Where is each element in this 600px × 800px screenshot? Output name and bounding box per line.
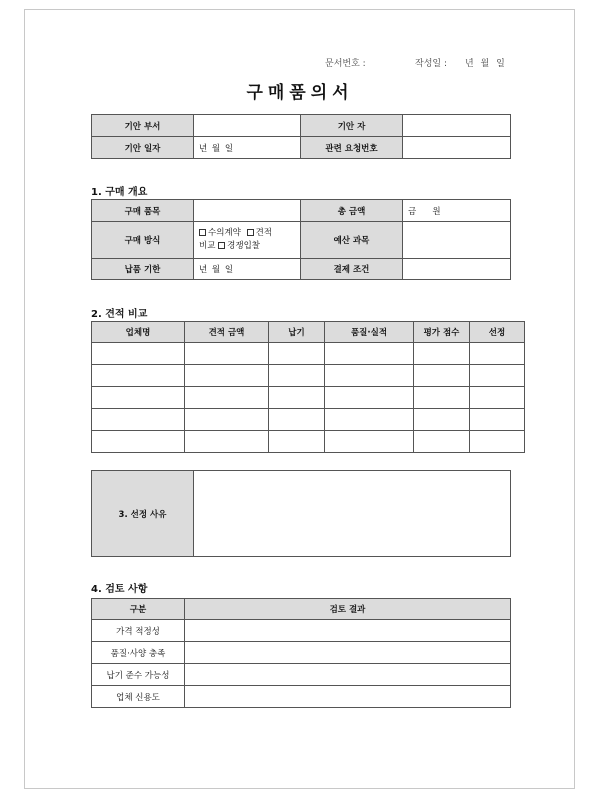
table-cell[interactable] <box>414 365 470 387</box>
section-1-title: 1. 구매 개요 <box>91 187 148 198</box>
review-result-field[interactable] <box>185 620 511 642</box>
drafter-dept-label: 기안 부서 <box>92 115 194 137</box>
checkbox-competitive-bid[interactable] <box>218 242 225 249</box>
review-item-price: 가격 적정성 <box>92 620 185 642</box>
table-row <box>92 409 525 431</box>
payment-terms-field[interactable] <box>403 259 511 280</box>
table-cell[interactable] <box>185 387 269 409</box>
table-cell[interactable] <box>185 343 269 365</box>
table-row <box>92 431 525 453</box>
review-item-credit: 업체 신용도 <box>92 686 185 708</box>
table-row <box>92 343 525 365</box>
col-quote-amount: 견적 금액 <box>185 322 269 343</box>
table-cell[interactable] <box>269 343 325 365</box>
section-3-title: 3. 선정 사유 <box>92 471 194 557</box>
ref-number-field[interactable] <box>403 137 511 159</box>
purchase-method-options <box>194 222 301 259</box>
table-cell[interactable] <box>185 365 269 387</box>
option-competitive-bid: 경쟁입찰 <box>227 241 260 251</box>
review-result-field[interactable] <box>185 642 511 664</box>
drafter-label: 기안 자 <box>301 115 403 137</box>
delivery-due-label: 납품 기한 <box>92 259 194 280</box>
selection-reason-table <box>91 470 511 557</box>
section-4-title: 4. 검토 사항 <box>91 584 148 595</box>
page-title: 구매품의서 <box>246 83 354 103</box>
table-cell[interactable] <box>414 431 470 453</box>
drafter-field[interactable] <box>403 115 511 137</box>
table-cell[interactable] <box>325 387 414 409</box>
table-cell[interactable] <box>325 431 414 453</box>
table-cell[interactable] <box>92 387 185 409</box>
table-row <box>92 365 525 387</box>
table-cell[interactable] <box>470 343 525 365</box>
table-row <box>92 620 511 642</box>
col-category: 구분 <box>92 599 185 620</box>
table-cell[interactable] <box>470 365 525 387</box>
review-result-field[interactable] <box>185 664 511 686</box>
delivery-due-field[interactable]: 년 월 일 <box>194 259 301 280</box>
table-cell[interactable] <box>269 409 325 431</box>
table-cell[interactable] <box>414 387 470 409</box>
table-cell[interactable] <box>470 387 525 409</box>
write-date-placeholder: 년 월 일 <box>465 59 505 69</box>
purchase-overview-table <box>91 199 511 280</box>
total-amount-field[interactable]: 금 원 <box>403 200 511 222</box>
table-cell[interactable] <box>92 343 185 365</box>
section-2-title: 2. 견적 비교 <box>91 309 148 320</box>
review-table <box>91 598 511 708</box>
info-table <box>91 114 511 159</box>
col-selected: 선정 <box>470 322 525 343</box>
table-cell[interactable] <box>414 343 470 365</box>
quote-comparison-table <box>91 321 525 453</box>
table-cell[interactable] <box>269 387 325 409</box>
table-cell[interactable] <box>414 409 470 431</box>
table-cell[interactable] <box>92 409 185 431</box>
option-quote-compare-b: 비교 <box>199 241 216 251</box>
table-cell[interactable] <box>470 431 525 453</box>
doc-number-label: 문서번호 : <box>325 59 366 69</box>
table-cell[interactable] <box>325 365 414 387</box>
checkbox-quote-compare[interactable] <box>247 229 254 236</box>
col-vendor: 업체명 <box>92 322 185 343</box>
table-row <box>92 686 511 708</box>
table-cell[interactable] <box>325 409 414 431</box>
purchase-item-field[interactable] <box>194 200 301 222</box>
review-item-delivery: 납기 준수 가능성 <box>92 664 185 686</box>
checkbox-private-contract[interactable] <box>199 229 206 236</box>
review-item-quality: 품질·사양 충족 <box>92 642 185 664</box>
draft-date-field[interactable]: 년 월 일 <box>194 137 301 159</box>
write-date-label: 작성일 : <box>415 59 447 69</box>
col-review-result: 검토 결과 <box>185 599 511 620</box>
budget-item-label: 예산 과목 <box>301 222 403 259</box>
table-cell[interactable] <box>185 431 269 453</box>
table-cell[interactable] <box>325 343 414 365</box>
table-row <box>92 387 525 409</box>
total-amount-label: 총 금액 <box>301 200 403 222</box>
budget-item-field[interactable] <box>403 222 511 259</box>
table-cell[interactable] <box>92 365 185 387</box>
table-cell[interactable] <box>269 431 325 453</box>
purchase-method-label: 구매 방식 <box>92 222 194 259</box>
table-cell[interactable] <box>470 409 525 431</box>
table-cell[interactable] <box>269 365 325 387</box>
col-delivery: 납기 <box>269 322 325 343</box>
review-result-field[interactable] <box>185 686 511 708</box>
payment-terms-label: 결제 조건 <box>301 259 403 280</box>
option-private-contract: 수의계약 <box>208 228 241 238</box>
table-cell[interactable] <box>185 409 269 431</box>
table-row <box>92 664 511 686</box>
draft-date-label: 기안 일자 <box>92 137 194 159</box>
option-quote-compare-a: 견적 <box>255 228 272 238</box>
col-score: 평가 점수 <box>414 322 470 343</box>
col-quality: 품질·실적 <box>325 322 414 343</box>
purchase-item-label: 구매 품목 <box>92 200 194 222</box>
drafter-dept-field[interactable] <box>194 115 301 137</box>
ref-number-label: 관련 요청번호 <box>301 137 403 159</box>
selection-reason-field[interactable] <box>194 471 511 557</box>
table-cell[interactable] <box>92 431 185 453</box>
table-row <box>92 642 511 664</box>
